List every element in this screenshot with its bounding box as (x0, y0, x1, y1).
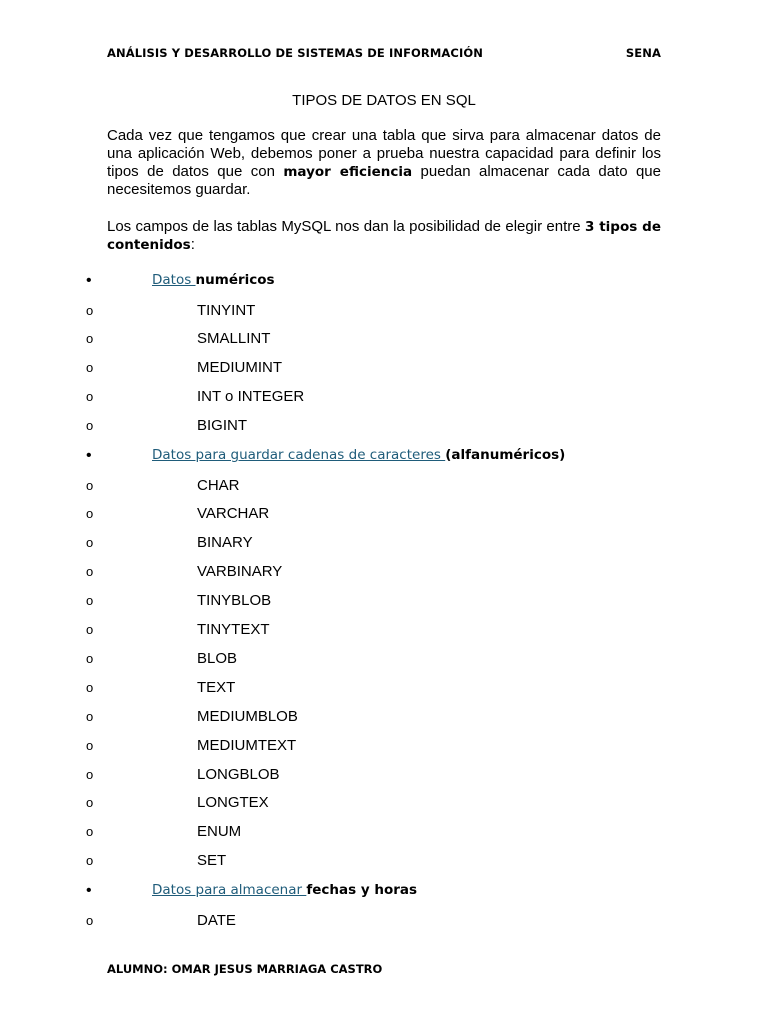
list-item (0, 679, 768, 699)
datatype-name: TEXT (197, 678, 236, 696)
circle-bullet-icon: o (86, 506, 94, 522)
list-item (0, 621, 768, 641)
circle-bullet-icon: o (86, 795, 94, 811)
list-item (0, 592, 768, 612)
datatype-name: BINARY (197, 534, 253, 552)
circle-bullet-icon: o (86, 389, 94, 405)
bullet-icon: • (86, 882, 92, 900)
datatype-name: ENUM (197, 823, 242, 841)
circle-bullet-icon: o (86, 535, 94, 551)
datatype-name: BIGINT (197, 417, 248, 435)
list-item (0, 330, 768, 350)
types-text-after: : (190, 236, 195, 253)
types-text-before: Los campos de las tablas MySQL nos dan la posibilidad de elegir entre (107, 218, 585, 235)
circle-bullet-icon: o (86, 679, 94, 695)
list-item (0, 794, 768, 814)
intro-paragraph (107, 127, 661, 199)
circle-bullet-icon: o (86, 331, 94, 347)
datatype-name: TINYTEXT (197, 621, 270, 638)
document-title: TIPOS DE DATOS EN SQL (292, 92, 476, 109)
section-link[interactable]: Datos (152, 272, 196, 288)
list-item (0, 708, 768, 728)
section-heading (152, 447, 565, 463)
section-bold-label: numéricos (195, 272, 275, 288)
bullet-icon: • (86, 447, 92, 464)
list-item (0, 359, 768, 379)
circle-bullet-icon: o (86, 622, 94, 637)
circle-bullet-icon: o (86, 912, 94, 928)
list-item (0, 766, 768, 786)
section-bold-label: fechas y horas (306, 882, 418, 899)
list-item (0, 650, 768, 670)
list-item (0, 737, 768, 757)
datatype-name: MEDIUMINT (197, 359, 282, 377)
circle-bullet-icon: o (86, 564, 94, 580)
list-item (0, 534, 768, 554)
circle-bullet-icon: o (86, 302, 94, 318)
page-footer-student: ALUMNO: OMAR JESUS MARRIAGA CASTRO (107, 962, 383, 976)
section-link[interactable]: Datos para almacenar (152, 882, 307, 899)
datatype-name: CHAR (197, 476, 240, 494)
list-item (0, 912, 768, 932)
section-heading (152, 272, 275, 288)
types-bold-text: 3 tipos de contenidos (107, 219, 661, 253)
datatype-name: TINYBLOB (197, 592, 272, 610)
section-link[interactable]: Datos para guardar cadenas de caracteres (152, 447, 446, 463)
section-heading-row (0, 882, 768, 902)
list-item (0, 388, 768, 408)
datatype-name: DATE (197, 911, 236, 929)
list-item (0, 477, 768, 497)
list-item (0, 852, 768, 872)
datatype-name: TINYINT (197, 301, 256, 319)
circle-bullet-icon: o (86, 853, 94, 869)
datatype-name: MEDIUMBLOB (197, 707, 298, 725)
section-heading-row (0, 447, 768, 467)
intro-text-after: puedan almacenar cada dato que necesitemos guardar. (107, 163, 661, 198)
section-heading (152, 882, 417, 898)
bullet-icon: • (86, 272, 92, 289)
circle-bullet-icon: o (86, 737, 94, 753)
circle-bullet-icon: o (86, 360, 94, 376)
datatype-name: BLOB (197, 649, 238, 667)
header-institution: SENA (625, 46, 661, 60)
list-item (0, 302, 768, 322)
intro-bold-text: mayor eficiencia (283, 164, 413, 180)
list-item (0, 563, 768, 583)
datatype-name: SMALLINT (197, 330, 271, 348)
circle-bullet-icon: o (86, 477, 94, 493)
datatype-name: VARCHAR (197, 505, 270, 523)
intro-text-before: Cada vez que tengamos que crear una tabla que sirva para almacenar datos de una aplicación Web, debemos poner a prueba nuestra capacidad para definir los tipos de datos que con (107, 127, 661, 180)
datatype-name: SET (197, 852, 227, 870)
datatype-name: LONGTEX (197, 794, 269, 812)
circle-bullet-icon: o (86, 824, 94, 840)
list-item (0, 823, 768, 843)
list-item (0, 505, 768, 525)
types-paragraph (107, 218, 661, 254)
datatype-name: VARBINARY (197, 563, 283, 581)
circle-bullet-icon: o (86, 766, 94, 782)
header-program-title: ANÁLISIS Y DESARROLLO DE SISTEMAS DE INFORMACIÓN (107, 46, 483, 60)
datatype-name: LONGBLOB (197, 765, 280, 783)
circle-bullet-icon: o (86, 650, 94, 666)
circle-bullet-icon: o (86, 708, 94, 724)
list-item (0, 417, 768, 437)
circle-bullet-icon: o (86, 418, 94, 434)
datatype-name: MEDIUMTEXT (197, 736, 297, 754)
circle-bullet-icon: o (86, 593, 94, 609)
section-heading-row (0, 272, 768, 292)
datatype-name: INT o INTEGER (197, 388, 305, 406)
section-bold-label: (alfanuméricos) (445, 447, 566, 463)
